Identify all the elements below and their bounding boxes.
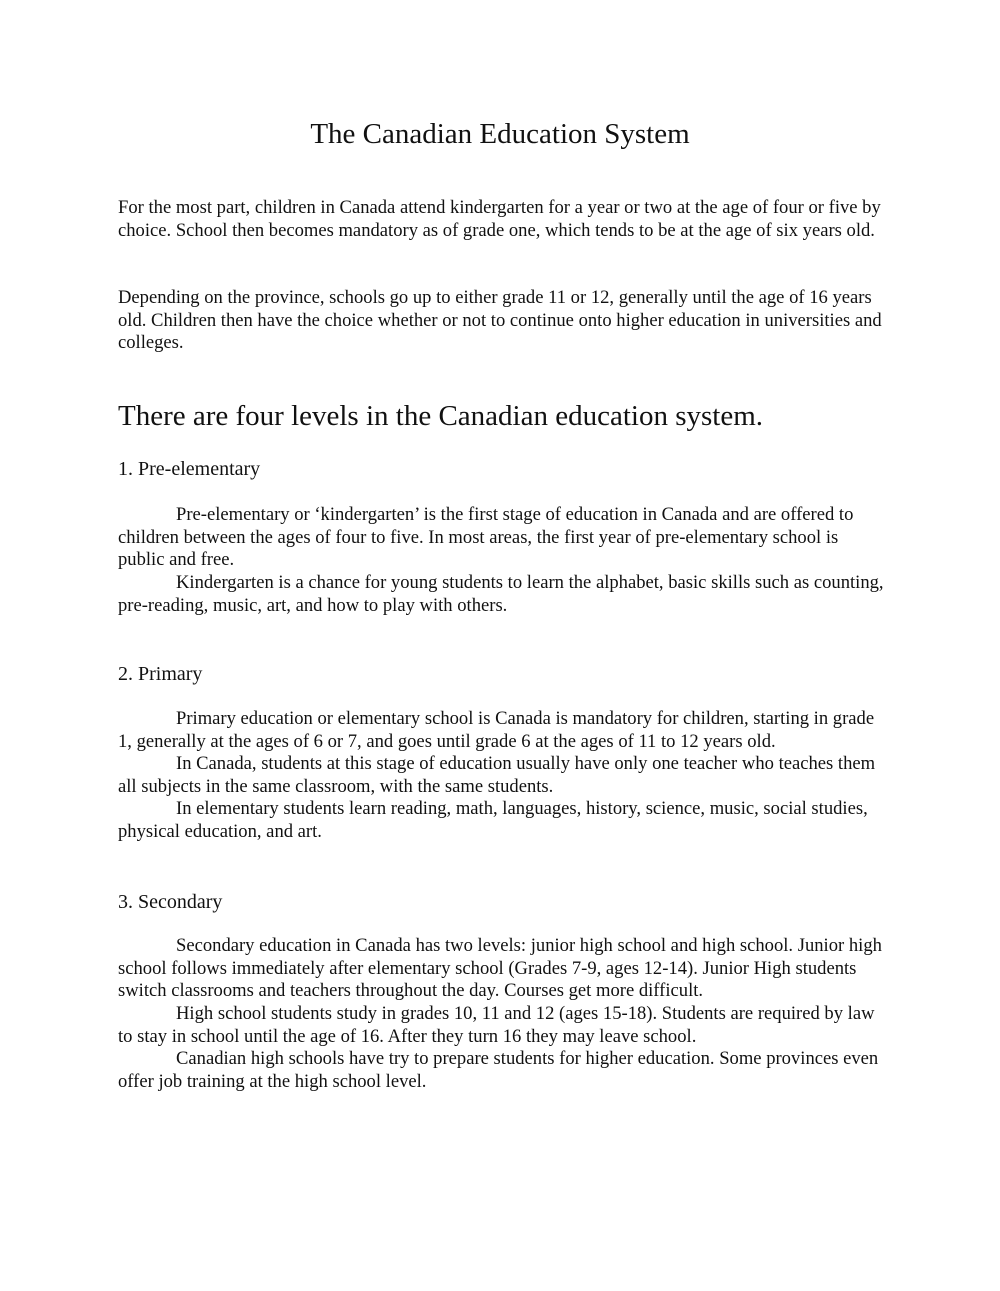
document-title: The Canadian Education System [310, 118, 690, 150]
section-heading-primary: 2. Primary [118, 663, 203, 685]
section-paragraph: Secondary education in Canada has two levels: junior high school and high school. Junior high school follows immediately after elementary school (Grades 7-9, ages 12-14). Junior High students switch classrooms and teachers throughout the day. Courses get more difficult. [118, 935, 882, 1001]
levels-heading: There are four levels in the Canadian education system. [118, 400, 764, 432]
section-paragraph: In Canada, students at this stage of education usually have only one teacher who teaches them all subjects in the same classroom, with the same students. [118, 753, 876, 797]
section-paragraph: Kindergarten is a chance for young students to learn the alphabet, basic skills such as counting, pre-reading, music, art, and how to play with others. [118, 572, 884, 616]
section-paragraph: Pre-elementary or ‘kindergarten’ is the first stage of education in Canada and are offered to children between the ages of four to five. In most areas, the first year of pre-elementary school is public and free. [118, 504, 854, 570]
intro-paragraph: Depending on the province, schools go up to either grade 11 or 12, generally until the age of 16 years old. Children then have the choice whether or not to continue onto higher education in universities and colleges. [118, 287, 882, 353]
section-paragraph: High school students study in grades 10, 11 and 12 (ages 15-18). Students are required by law to stay in school until the age of 16. After they turn 16 they may leave school. [118, 1003, 875, 1047]
section-paragraph: Canadian high schools have try to prepare students for higher education. Some provinces even offer job training at the high school level. [118, 1048, 879, 1092]
intro-paragraph: For the most part, children in Canada attend kindergarten for a year or two at the age of four or five by choice. School then becomes mandatory as of grade one, which tends to be at the age of six years old. [118, 197, 881, 241]
section-heading-pre-elementary: 1. Pre-elementary [118, 458, 261, 480]
section-paragraph: Primary education or elementary school is Canada is mandatory for children, starting in grade 1, generally at the ages of 6 or 7, and goes until grade 6 at the ages of 11 to 12 years old. [118, 708, 875, 752]
section-heading-secondary: 3. Secondary [118, 891, 223, 913]
section-paragraph: In elementary students learn reading, math, languages, history, science, music, social studies, physical education, and art. [118, 798, 868, 842]
